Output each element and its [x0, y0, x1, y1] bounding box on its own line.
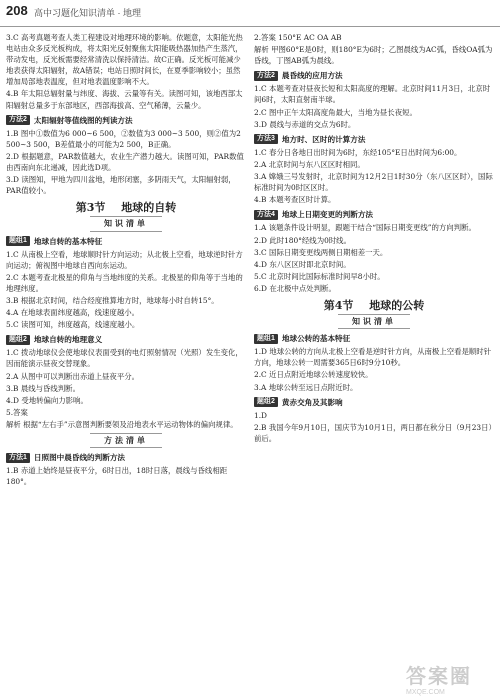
method-heading	[6, 452, 246, 463]
paragraph: 3.B 根据北京时间，结合经度推算地方时，地球每小时自转15°。	[6, 295, 219, 305]
section-name: 地球的公转	[369, 298, 425, 312]
question-group-heading	[6, 334, 246, 345]
page-number: 208	[6, 3, 28, 18]
method-title: 地球上日期变更的判断方法	[281, 210, 374, 220]
banner-label: 知识清单	[90, 216, 162, 231]
paragraph: 2.D 此时180°经线为0时线。	[254, 235, 351, 245]
method-heading	[6, 115, 246, 126]
method-title: 日照图中晨昏线的判断方法	[33, 453, 126, 463]
paragraph: 3.C 高考真题考查人类工程建设对地理环境的影响。依题意，太阳能光热电站由众多反光板构成，将太阳光反射聚焦太阳能吸热器加热产生蒸汽，带动发电，反光板需要经常清洗以保持清洁。故C正确。反光板可能减少地表获得太阳辐射，故A错误；电站日照时间长，在夏季影响较小；虽然增加局部地表温度，但对地表温度影响不大。	[6, 33, 243, 87]
section-title	[6, 202, 246, 213]
paragraph: 2.A 北京时间与东八区区时相同。	[254, 159, 365, 169]
paragraph: 解析 根据“左右手”示意图判断要领及沿地表水平运动物体的偏向规律。	[6, 419, 238, 429]
section-prefix: 第3节	[75, 201, 106, 215]
group-tag: 题组1	[254, 334, 278, 344]
group-tag: 题组2	[6, 335, 30, 345]
paragraph: 3.D 读图知，甲地为四川盆地，地形闭塞，多阴雨天气，太阳辐射弱，PAR值较小。	[6, 175, 236, 196]
left-column	[6, 32, 246, 694]
watermark-url: MXQE.COM	[406, 689, 445, 696]
paragraph: 解析 甲图60°E是0时，则180°E为6时；乙图晨线为AC弧，昏线OA弧为昏线，丁图AB弧为晨线。	[254, 45, 493, 66]
group-title: 地球公转的基本特征	[281, 334, 351, 344]
group-title: 地球自转的基本特征	[33, 236, 103, 246]
paragraph: 4.B 年太阳总辐射量与纬度、海拔、云量等有关。读图可知，该地西部太阳辐射总量多于东部地区，西部海拔高、空气稀薄，云量少。	[6, 89, 243, 110]
method-tag: 方法3	[254, 134, 278, 144]
paragraph: 2.D 根据题意，PAR数值越大，农业生产潜力越大。读图可知，PAR数值由西南向东北递减，因此选D项。	[6, 151, 244, 173]
paragraph: 2.C 图中正午太阳高度角最大，当地为昼长夜短。	[254, 107, 417, 117]
method-tag: 方法4	[254, 210, 278, 220]
paragraph: 1.B 图中①数值为6 000~6 500，②数值为3 000~3 500，则②值为2 500~3 500，B差值最小的可能为2 500，B正确。	[6, 128, 241, 149]
paragraph: 1.C 拨动地球仪会使地球仪表面受到的电灯照射情况（光照）发生变化，因而能演示昼夜交替现象。	[6, 348, 243, 369]
paragraph: 3.A 地球公转至远日点附近时。	[254, 382, 358, 392]
paragraph: 6.D 在北极中点处判断。	[254, 283, 336, 293]
paragraph: 1.A 该题条件设计明显，跟题干结合“国际日期变更线”的方向判断。	[254, 223, 476, 233]
question-group-heading	[6, 236, 246, 247]
method-heading	[254, 134, 494, 145]
section-name: 地球的自转	[121, 201, 177, 215]
method-tag: 方法1	[6, 453, 30, 463]
paragraph: 4.B 本题考查区时计算。	[254, 195, 336, 205]
method-title: 太阳辐射等值线图的判读方法	[33, 115, 133, 125]
paragraph: 4.A 在地球表面纬度越高，线速度越小。	[6, 308, 139, 318]
banner-label: 知识清单	[338, 314, 410, 329]
paragraph: 4.D 东八区区时即北京时间。	[254, 259, 351, 269]
method-tag: 方法2	[254, 71, 278, 81]
paragraph: 3.B 晨线与昏线判断。	[6, 383, 80, 393]
paragraph: 2.C 近日点附近地球公转速度较快。	[254, 370, 373, 380]
method-title: 晨昏线的应用方法	[281, 71, 343, 81]
section-prefix: 第4节	[323, 298, 354, 312]
banner	[254, 314, 494, 329]
paragraph: 5.答案	[6, 407, 28, 417]
group-tag: 题组1	[6, 236, 30, 246]
method-heading	[254, 209, 494, 220]
paragraph: 5.C 读图可知，纬度越高，线速度越小。	[6, 320, 140, 330]
paragraph: 4.D 受地转偏向力影响。	[6, 395, 88, 405]
method-title: 地方时、区时的计算方法	[281, 134, 366, 144]
paragraph: 2.B 我国今年9月10日，国庆节为10月1日，两日都在秋分日（9月23日）前后。	[254, 422, 493, 443]
question-group-heading	[254, 333, 494, 344]
watermark-text: 答案圈	[406, 666, 472, 688]
question-group-heading	[254, 397, 494, 408]
paragraph: 1.D 地球公转的方向从北极上空看是逆时针方向，从南极上空看是顺时针方向，地球公转一周需要365日6时9分10秒。	[254, 347, 492, 368]
paragraph: 2.答案 150°E AC OA AB	[254, 33, 342, 42]
section-title	[254, 300, 494, 311]
paragraph: 2.C 本题考查北极星的仰角与当地纬度的关系。北极星的仰角等于当地的地理纬度。	[6, 272, 243, 293]
right-column	[254, 32, 494, 694]
paragraph: 1.C 本题考查对昼夜长短和太阳高度的理解。北京时间11月3日，北京时间6时，太阳直射南半球。	[254, 84, 491, 105]
page-header	[0, 0, 500, 27]
group-title: 黄赤交角及其影响	[281, 397, 343, 407]
method-heading	[254, 70, 494, 81]
group-title: 地球自转的地理意义	[33, 335, 103, 345]
banner	[6, 433, 246, 448]
paragraph: 3.D 晨线与赤道的交点为6时。	[254, 119, 356, 129]
paragraph: 1.B 赤道上始终是昼夜平分，6时日出，18时日落，晨线与昏线相距180°。	[6, 466, 228, 487]
method-tag: 方法2	[6, 115, 30, 125]
paragraph: 2.A 从图中可以判断出赤道上昼夜平分。	[6, 371, 139, 381]
group-tag: 题组2	[254, 397, 278, 407]
paragraph: 5.C 北京时间比国际标准时间早8小时。	[254, 271, 385, 281]
paragraph: 1.C 从南极上空看，地球顺时针方向运动；从北极上空看，地球逆时针方向运动；俯视图中地球自西向东运动。	[6, 249, 243, 270]
paragraph: 3.A 嫦娥三号发射时，北京时间为12月2日1时30分（东八区区时），国际标准时间为0时区区时。	[254, 172, 493, 193]
banner	[6, 216, 246, 231]
banner-label: 方法清单	[90, 433, 162, 448]
watermark-logo	[406, 660, 492, 694]
paragraph: 3.C 国际日期变更线两侧日期相差一天。	[254, 247, 388, 257]
paragraph: 1.C 春分日各地日出时间为6时，东经105°E日出时间为6:00。	[254, 147, 462, 157]
paragraph: 1.D	[254, 410, 267, 420]
book-name: 高中习题化知识清单 · 地理	[34, 8, 141, 18]
